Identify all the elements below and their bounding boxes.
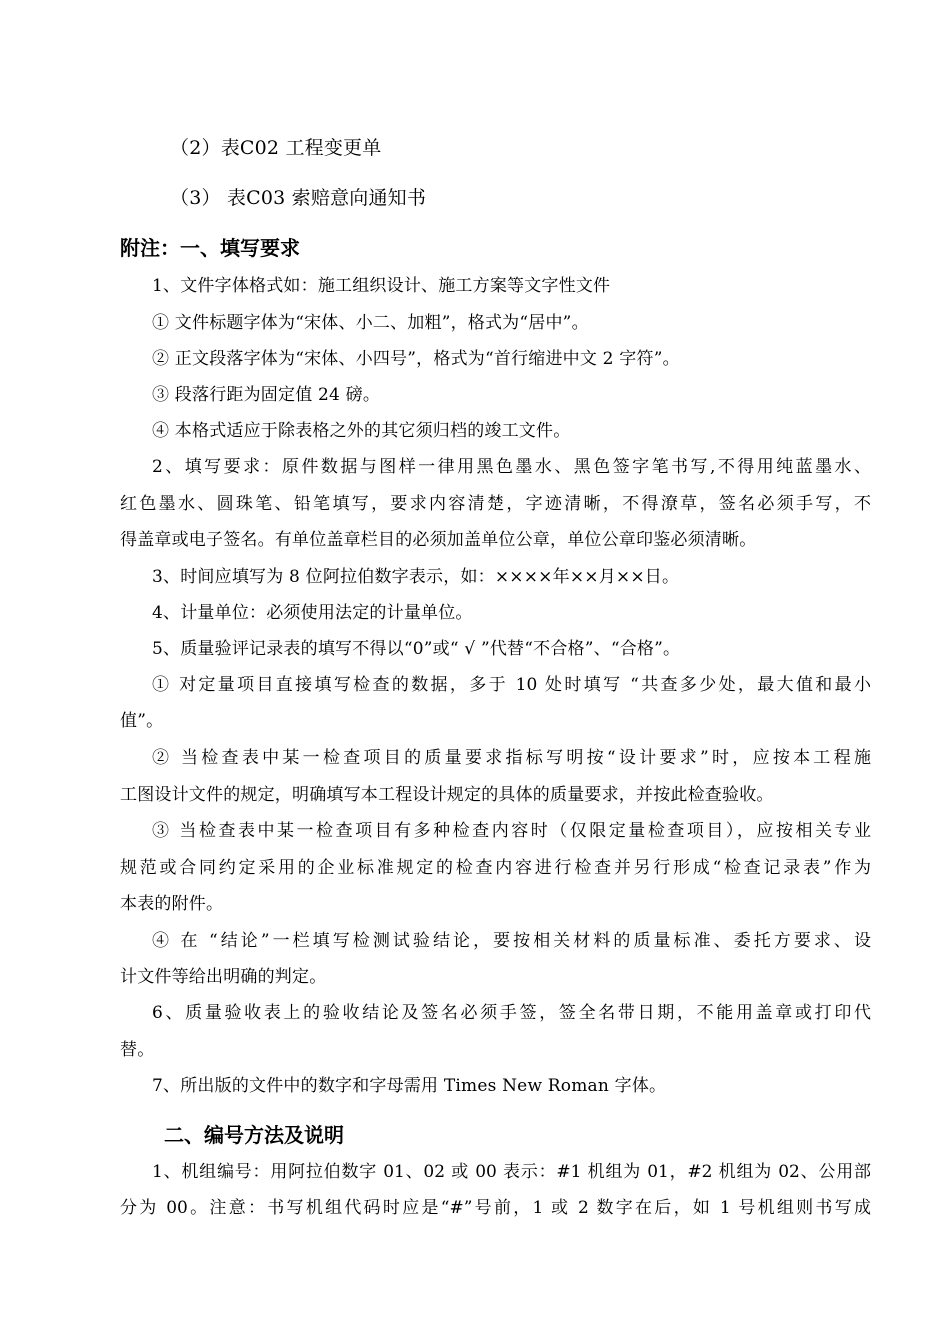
paragraph-line: ① 文件标题字体为“宋体、小二、加粗”，格式为“居中”。 xyxy=(152,313,589,333)
paragraph-line: 规范或合同约定采用的企业标准规定的检查内容进行检查并另行形成“检查记录表”作为 xyxy=(120,858,871,878)
paragraph-line: ④ 在 “结论”一栏填写检测试验结论，要按相关材料的质量标准、委托方要求、设 xyxy=(152,931,871,951)
paragraph-line: ① 对定量项目直接填写检查的数据，多于 10 处时填写 “共查多少处，最大值和最小 xyxy=(152,675,871,695)
paragraph-line: 5、质量验评记录表的填写不得以“0”或“ √ ”代替“不合格”、“合格”。 xyxy=(152,639,681,659)
section-heading-numbering: 二、编号方法及说明 xyxy=(164,1123,344,1147)
paragraph-line: 替。 xyxy=(120,1040,155,1060)
list-item-c02: （2）表C02 工程变更单 xyxy=(170,137,382,159)
paragraph-line: 4、计量单位：必须使用法定的计量单位。 xyxy=(152,603,473,623)
paragraph-line: 工图设计文件的规定，明确填写本工程设计规定的具体的质量要求，并按此检查验收。 xyxy=(120,785,774,805)
paragraph-line: 分为 00。注意：书写机组代码时应是“#”号前，1 或 2 数字在后，如 1 号机组则书写成 xyxy=(120,1198,871,1218)
paragraph-line: 7、所出版的文件中的数字和字母需用 Times New Roman 字体。 xyxy=(152,1076,667,1096)
section-heading-requirements: 附注：一、填写要求 xyxy=(120,236,300,260)
paragraph-line: 1、文件字体格式如：施工组织设计、施工方案等文字性文件 xyxy=(152,276,611,296)
paragraph-line: 2、填写要求：原件数据与图样一律用黑色墨水、黑色签字笔书写,不得用纯蓝墨水、 xyxy=(152,457,871,477)
paragraph-line: ② 正文段落字体为“宋体、小四号”，格式为“首行缩进中文 2 字符”。 xyxy=(152,349,680,369)
paragraph-line: ② 当检查表中某一检查项目的质量要求指标写明按“设计要求”时，应按本工程施 xyxy=(152,748,871,768)
paragraph-line: ③ 段落行距为固定值 24 磅。 xyxy=(152,385,381,405)
paragraph-line: 本表的附件。 xyxy=(120,894,224,914)
paragraph-line: ④ 本格式适应于除表格之外的其它须归档的竣工文件。 xyxy=(152,421,571,441)
paragraph-line: 值”。 xyxy=(120,711,164,731)
paragraph-line: 计文件等给出明确的判定。 xyxy=(120,967,327,987)
paragraph-line: 6、质量验收表上的验收结论及签名必须手签，签全名带日期，不能用盖章或打印代 xyxy=(152,1003,871,1023)
list-item-c03: （3） 表C03 索赔意向通知书 xyxy=(170,187,427,209)
paragraph-line: 3、时间应填写为 8 位阿拉伯数字表示，如：××××年××月××日。 xyxy=(152,567,680,587)
paragraph-line: 红色墨水、圆珠笔、铅笔填写，要求内容清楚，字迹清晰，不得潦草，签名必须手写，不 xyxy=(120,494,871,514)
paragraph-line: ③ 当检查表中某一检查项目有多种检查内容时（仅限定量检查项目），应按相关专业 xyxy=(152,821,871,841)
paragraph-line: 得盖章或电子签名。有单位盖章栏目的必须加盖单位公章，单位公章印鉴必须清晰。 xyxy=(120,530,757,550)
paragraph-line: 1、机组编号：用阿拉伯数字 01、02 或 00 表示：#1 机组为 01，#2 机组为 02、公用部 xyxy=(152,1162,871,1182)
